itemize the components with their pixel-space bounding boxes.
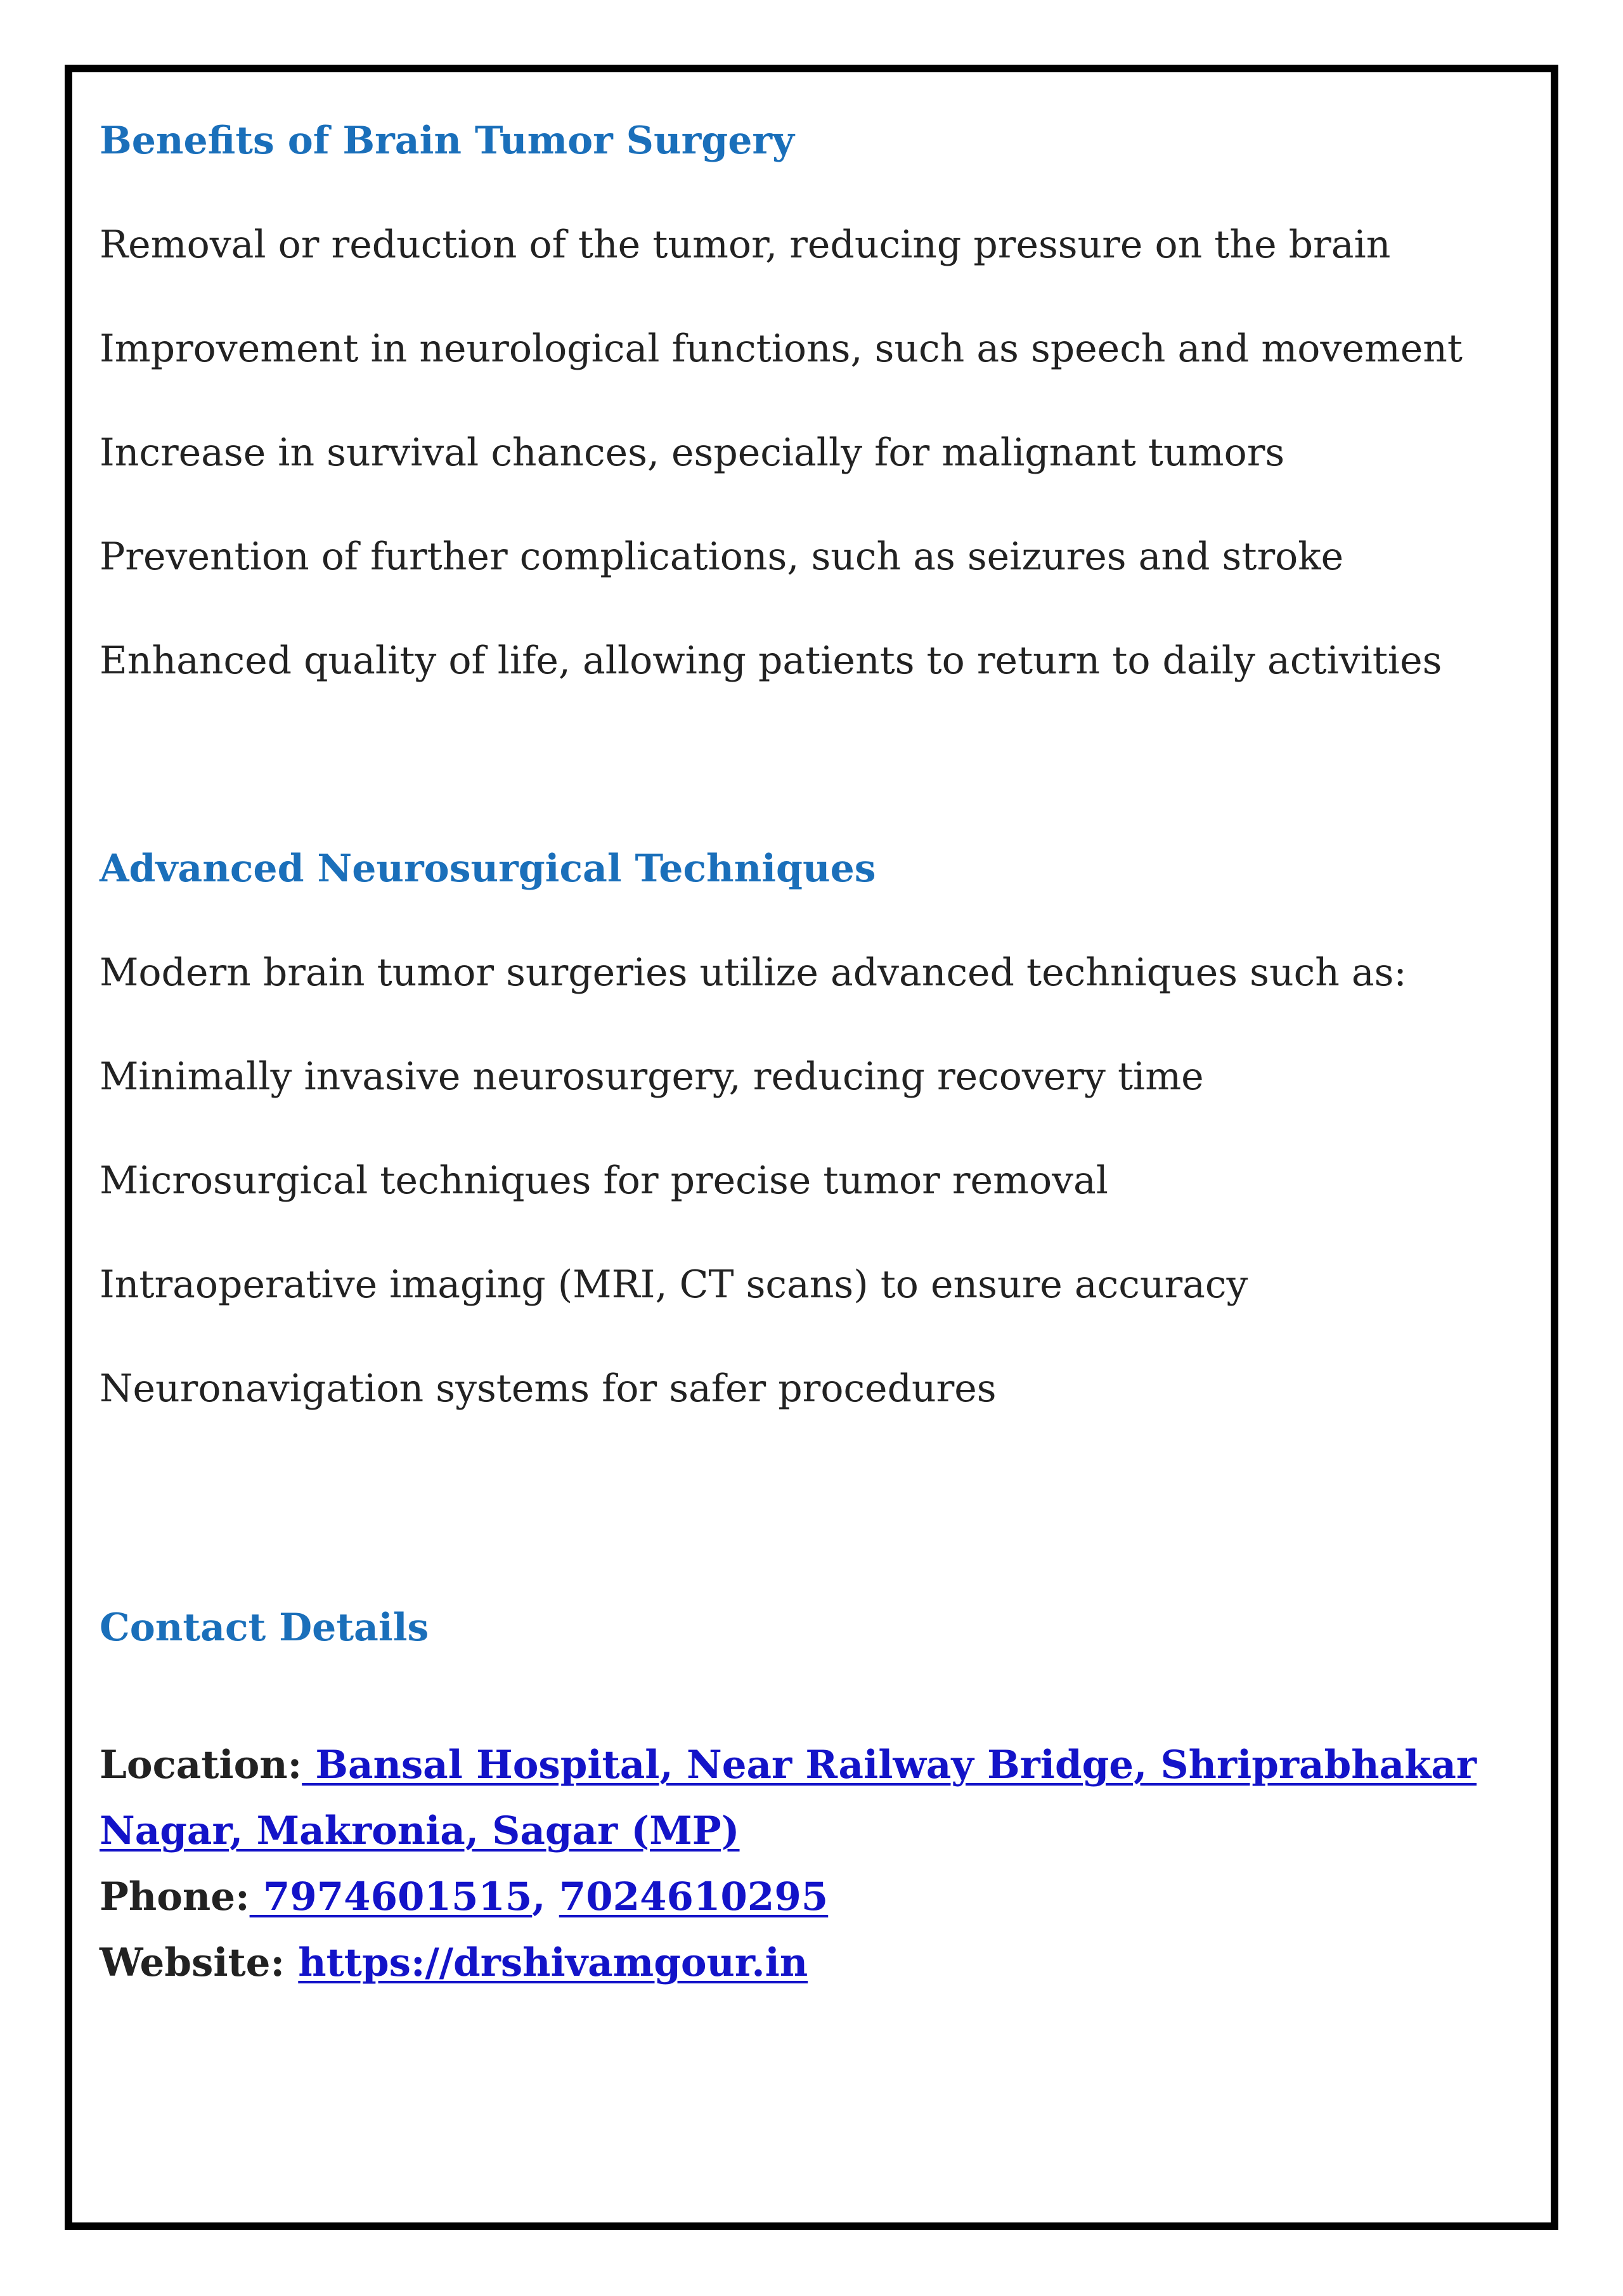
techniques-intro: Modern brain tumor surgeries utilize advanced techniques such as:	[100, 950, 1407, 995]
technique-item: Neuronavigation systems for safer procedures	[100, 1366, 997, 1411]
website-link[interactable]: https://drshivamgour.in	[298, 1940, 808, 1985]
contact-location	[100, 1742, 1477, 1788]
benefit-item: Improvement in neurological functions, such as speech and movement	[100, 327, 1463, 371]
contact-website	[100, 1940, 808, 1986]
phone-link-2[interactable]: 7024610295	[559, 1874, 829, 1919]
technique-item: Intraoperative imaging (MRI, CT scans) to ensure accuracy	[100, 1262, 1248, 1307]
technique-item: Microsurgical techniques for precise tumor removal	[100, 1158, 1108, 1203]
techniques-heading: Advanced Neurosurgical Techniques	[100, 846, 876, 891]
phone-label: Phone:	[100, 1874, 250, 1919]
location-link-continued[interactable]: Nagar, Makronia, Sagar (MP)	[100, 1808, 740, 1853]
benefit-item: Removal or reduction of the tumor, reducing pressure on the brain	[100, 223, 1391, 267]
contact-location-continued	[100, 1808, 740, 1854]
phone-link-1[interactable]: 7974601515	[249, 1874, 533, 1919]
benefit-item: Prevention of further complications, such as seizures and stroke	[100, 535, 1344, 579]
website-label: Website:	[100, 1940, 285, 1985]
benefits-heading: Benefits of Brain Tumor Surgery	[100, 119, 794, 163]
location-label: Location:	[100, 1742, 302, 1787]
technique-item: Minimally invasive neurosurgery, reducing recovery time	[100, 1054, 1204, 1099]
contact-phone	[100, 1874, 828, 1920]
benefit-item: Increase in survival chances, especially for malignant tumors	[100, 431, 1285, 475]
contact-heading: Contact Details	[100, 1605, 429, 1650]
location-link[interactable]: Bansal Hospital, Near Railway Bridge, Shriprabhakar	[302, 1742, 1477, 1787]
phone-separator: ,	[532, 1874, 559, 1919]
benefit-item: Enhanced quality of life, allowing patients to return to daily activities	[100, 639, 1442, 683]
